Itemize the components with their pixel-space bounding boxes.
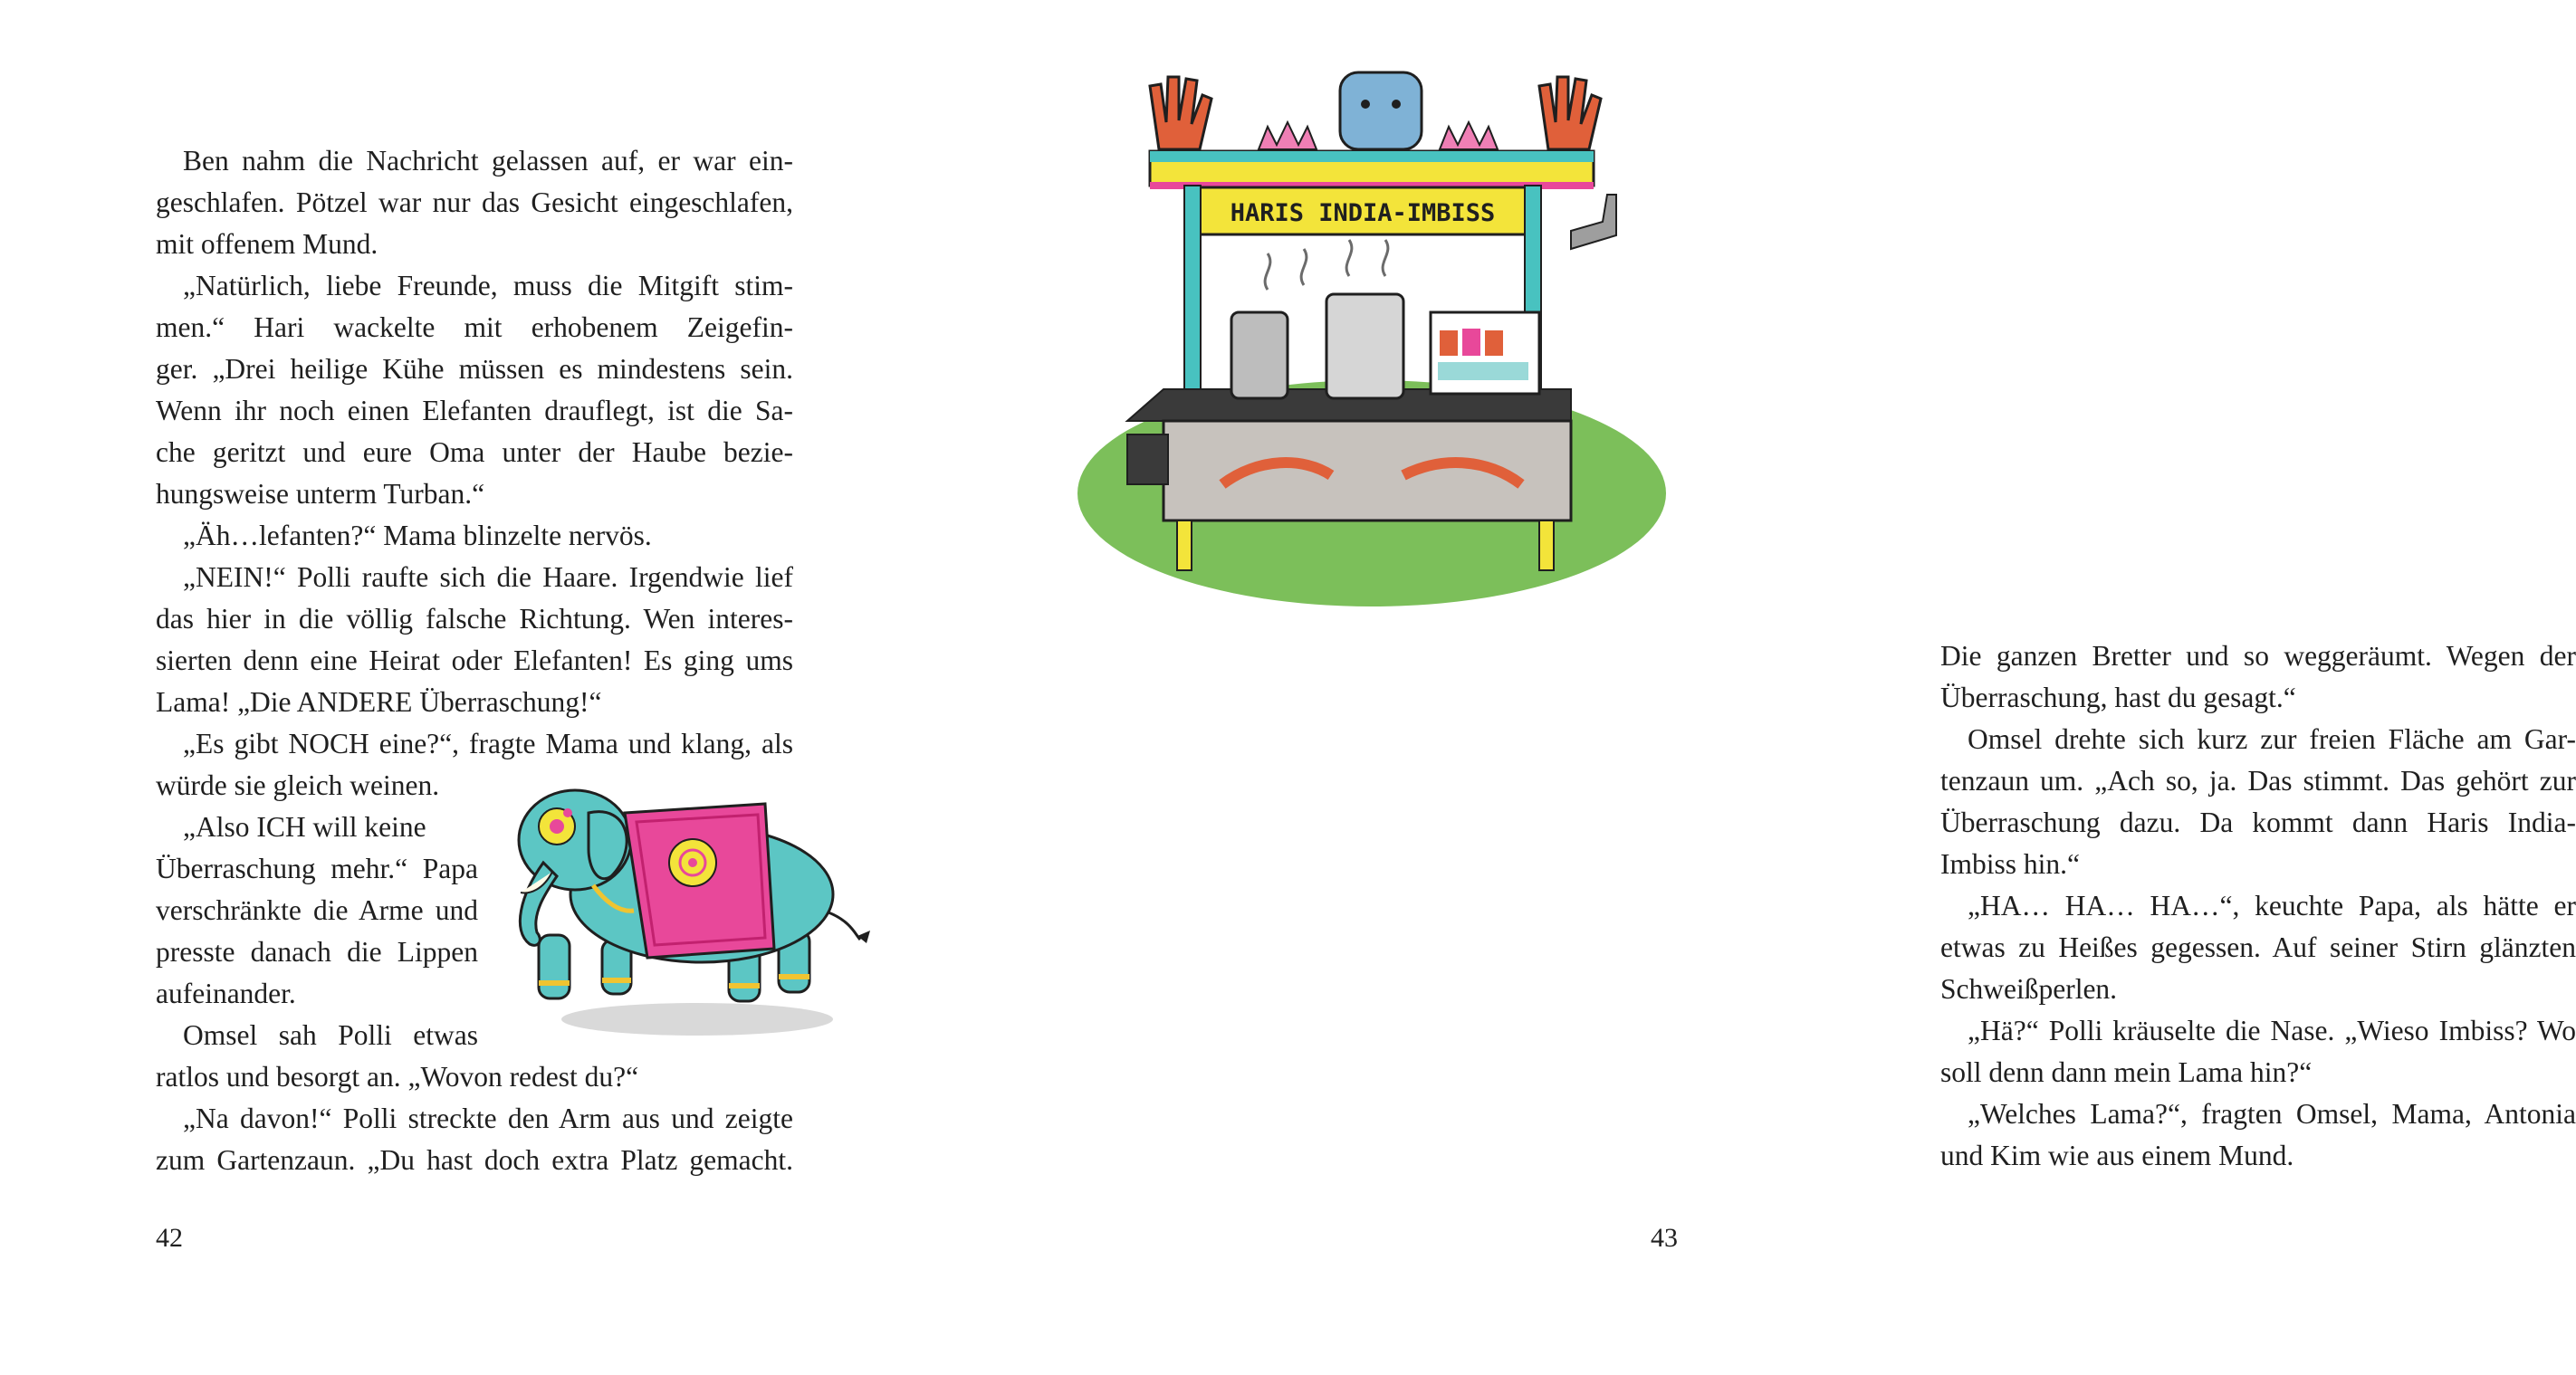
text-line: Überraschung, hast du gesagt.“: [1940, 682, 2296, 713]
text-line: „HA… HA… HA…“, keuchte Papa, als hätte er: [1968, 890, 2576, 921]
left-body-text: [156, 140, 793, 807]
text-line: Überraschung mehr.“ Papa: [156, 853, 478, 884]
chimney: [1571, 195, 1616, 249]
elephant-shadow: [561, 1003, 833, 1036]
text-line: sierten denn eine Heirat oder Elefanten! Es ging ums: [156, 645, 793, 676]
left-tail-text: [156, 1056, 793, 1181]
right-body-text: [1940, 635, 2576, 1177]
cooking-pot: [1231, 312, 1288, 398]
text-line: Ben nahm die Nachricht gelassen auf, er war ein-: [183, 145, 793, 177]
text-line: hungsweise unterm Turban.“: [156, 478, 485, 510]
text-line: Lama! „Die ANDERE Überraschung!“: [156, 686, 602, 718]
text-line: Wenn ihr noch einen Elefanten drauflegt, ist die Sa-: [156, 395, 793, 426]
text-line: „Hä?“ Polli kräuselte die Nase. „Wieso Imbiss? Wo: [1968, 1015, 2576, 1046]
food-stall-illustration: [1077, 50, 1666, 611]
text-line: Omsel sah Polli etwas: [183, 1019, 478, 1051]
page-number: 43: [1651, 1223, 1678, 1253]
text-line: ger. „Drei heilige Kühe müssen es mindestens sein.: [156, 353, 793, 385]
ganesha-idol-icon: [1340, 72, 1422, 149]
text-line: ratlos und besorgt an. „Wovon redest du?“: [156, 1061, 639, 1093]
stall-leg: [1177, 520, 1192, 570]
elephant-tail: [828, 912, 860, 940]
elephant-illustration: [503, 777, 874, 1039]
cooking-pot: [1326, 294, 1403, 398]
text-line: Omsel drehte sich kurz zur freien Fläche am Gar-: [1968, 723, 2576, 755]
text-line: men.“ Hari wackelte mit erhobenem Zeigefin-: [156, 311, 793, 343]
elephant-leg: [539, 935, 570, 998]
text-line: Imbiss hin.“: [1940, 848, 2080, 880]
text-line: soll denn dann mein Lama hin?“: [1940, 1056, 2313, 1088]
text-line: „Na davon!“ Polli streckte den Arm aus und zeigte: [183, 1103, 793, 1134]
left-page: [0, 0, 905, 1375]
text-line: Schweißperlen.: [1940, 973, 2118, 1005]
text-line: würde sie gleich weinen.: [156, 769, 440, 801]
text-line: „Welches Lama?“, fragten Omsel, Mama, Antonia: [1968, 1098, 2576, 1130]
stall-leg: [1539, 520, 1554, 570]
henna-hand-icon: [1539, 77, 1601, 149]
lotus-icon: [1259, 122, 1317, 149]
text-line: zum Gartenzaun. „Du hast doch extra Platz gemacht.: [156, 1144, 793, 1176]
text-line: „NEIN!“ Polli raufte sich die Haare. Irgendwie lief: [183, 561, 793, 593]
text-line: mit offenem Mund.: [156, 228, 378, 260]
text-line: che geritzt und eure Oma unter der Haube bezie-: [156, 436, 793, 468]
text-line: und Kim wie aus einem Mund.: [1940, 1140, 2294, 1171]
text-line: presste danach die Lippen: [156, 936, 478, 968]
text-line: tenzaun um. „Ach so, ja. Das stimmt. Das gehört zur: [1940, 765, 2576, 797]
steam: [1265, 240, 1388, 290]
text-line: „Natürlich, liebe Freunde, muss die Mitgift stim-: [183, 270, 793, 301]
text-line: Überraschung dazu. Da kommt dann Haris India-: [1940, 807, 2576, 838]
text-line: geschlafen. Pötzel war nur das Gesicht eingeschlafen,: [156, 186, 793, 218]
text-line: das hier in die völlig falsche Richtung. Wen interes-: [156, 603, 793, 635]
text-line: Die ganzen Bretter und so weggeräumt. Wegen der: [1940, 640, 2576, 672]
stall-sign-text: HARIS INDIA-IMBISS: [1230, 199, 1496, 227]
text-line: etwas zu Heißes gegessen. Auf seiner Stirn glänzten: [1940, 931, 2576, 963]
text-line: verschränkte die Arme und: [156, 894, 478, 926]
text-line: „Äh…lefanten?“ Mama blinzelte nervös.: [183, 520, 652, 551]
page-number: 42: [156, 1223, 183, 1253]
text-line: „Also ICH will keine: [183, 811, 426, 843]
henna-hand-icon: [1150, 77, 1211, 149]
text-line: „Es gibt NOCH eine?“, fragte Mama und klang, als: [183, 728, 793, 759]
left-wrapped-text: [156, 807, 478, 1056]
lotus-icon: [1440, 122, 1498, 149]
text-line: aufeinander.: [156, 978, 296, 1009]
